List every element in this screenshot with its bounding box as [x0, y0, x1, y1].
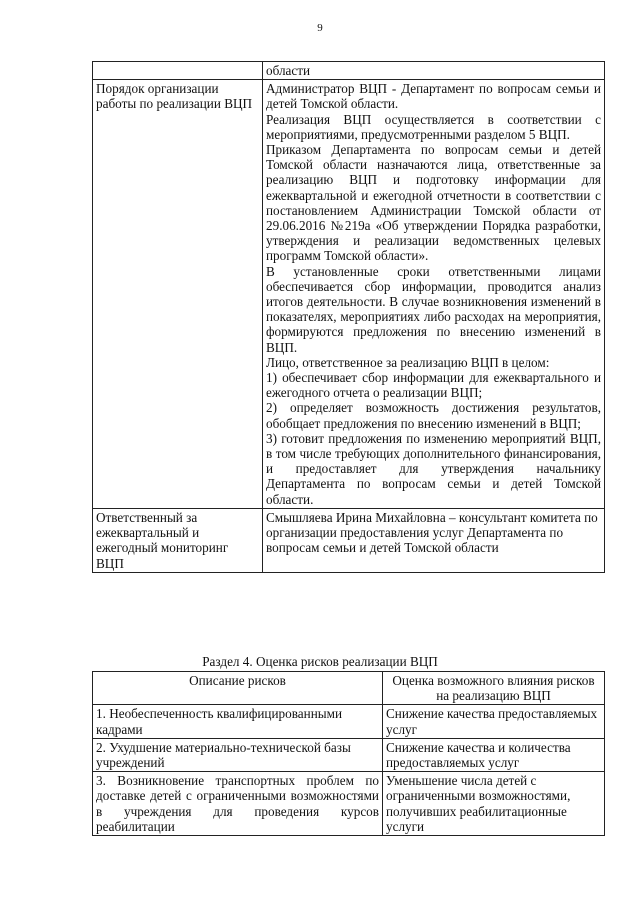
row-label-text: Ответственный за ежеквартальный и ежегодный мониторинг ВЦП [96, 509, 229, 571]
section-title: Раздел 4. Оценка рисков реализации ВЦП [202, 654, 438, 669]
risk-impact: Снижение качества и количества предоставляемых услуг [383, 738, 605, 771]
risk-impact: Уменьшение числа детей с ограниченными возможностями, получивших реабилитационные услуги [383, 772, 605, 836]
table-row [93, 772, 605, 836]
risk-impact: Снижение качества предоставляемых услуг [383, 705, 605, 738]
paragraph: Приказом Департамента по вопросам семьи и детей Томской области назначаются лица, ответственные за реализацию ВЦП и подготовку информации для ежеквартальной и ежегодной отчетности в соответствии с постановлением Администрации Томской области от 29.06.2016 №219а «Об утверждении Порядка разработки, утверждения и реализации ведомственных целевых программ Томской области». [266, 142, 601, 264]
table-row [93, 705, 605, 738]
paragraph: Реализация ВЦП осуществляется в соответствии с мероприятиями, предусмотренными разделом 5 ВЦП. [266, 111, 601, 142]
table-cell-empty [93, 62, 263, 80]
paragraph: В установленные сроки ответственными лицами обеспечивается сбор информации, проводится анализ итогов деятельности. В случае возникновения изменений в показателях, мероприятиях либо расходах на мероприятия, формируются предложения по внесению изменений в ВЦП. [266, 263, 601, 355]
table-row [93, 62, 605, 80]
monitoring-responsible [263, 508, 605, 572]
table-row [93, 508, 605, 572]
risk-description: 3. Возникновение транспортных проблем по доставке детей с ограниченными возможностями в учреждения для проведения курсов реабилитации [93, 772, 383, 836]
paragraph: 1) обеспечивает сбор информации для ежеквартального и ежегодного отчета о реализации ВЦП; [266, 370, 601, 401]
table-header-row [93, 672, 605, 705]
row-label-organization [93, 80, 263, 509]
risk-table [92, 671, 605, 836]
paragraph: Смышляева Ирина Михайловна – консультант комитета по организации предоставления услуг Департамента по вопросам семьи и детей Томской области [266, 509, 598, 556]
row-label-text: Порядок организации работы по реализации ВЦП [96, 81, 253, 112]
paragraph: Лицо, ответственное за реализацию ВЦП в целом: [266, 354, 550, 370]
program-info-table [92, 61, 605, 573]
table-cell: области [263, 62, 605, 80]
paragraph: 2) определяет возможность достижения результатов, обобщает предложения по внесению изменений в ВЦП; [266, 400, 601, 431]
organization-description [263, 80, 605, 509]
paragraph: 3) готовит предложения по изменению мероприятий ВЦП, в том числе требующих дополнительного финансирования, и предоставляет для утверждения начальнику Департамента по вопросам семьи и детей Томской области. [266, 430, 601, 507]
table-row [93, 80, 605, 509]
table-row [93, 738, 605, 771]
row-label-monitoring [93, 508, 263, 572]
risk-description: 2. Ухудшение материально-технической базы учреждений [93, 738, 383, 771]
column-header: Описание рисков [93, 672, 383, 705]
risk-description: 1. Необеспеченность квалифицированными кадрами [93, 705, 383, 738]
page-number: 9 [317, 22, 323, 34]
column-header: Оценка возможного влияния рисков на реализацию ВЦП [383, 672, 605, 705]
paragraph: Администратор ВЦП - Департамент по вопросам семьи и детей Томской области. [266, 81, 601, 112]
